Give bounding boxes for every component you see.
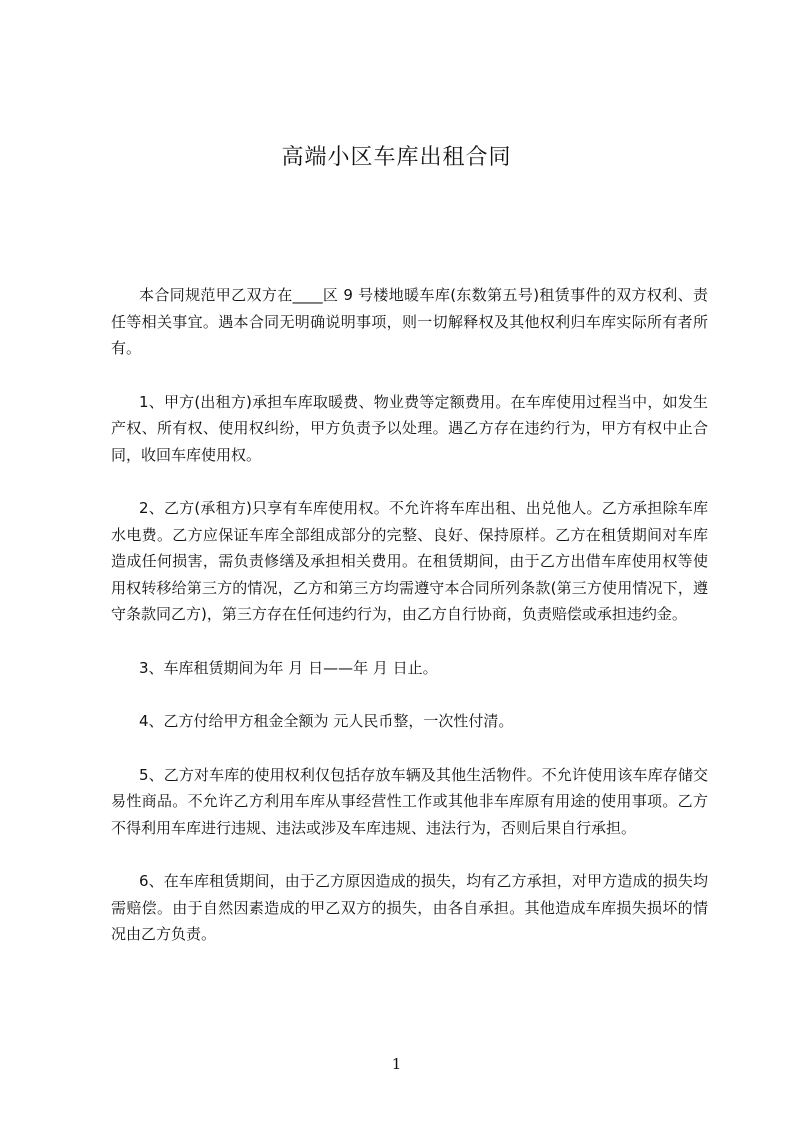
clause-3-paragraph: 3、车库租赁期间为年 月 日——年 月 日止。 [139, 658, 438, 677]
page-number: 1 [391, 1055, 402, 1073]
clause-2-paragraph: 2、乙方(承租方)只享有车库使用权。不允许将车库出租、出兑他人。乙方承担除车库水电费。乙方应保证车库全部组成部分的完整、良好、保持原样。乙方在租赁期间对车库造成任何损害，需负责修缮及承担相关费用。在租赁期间，由于乙方出借车库使用权等使用权转移给第三方的情况，乙方和第三方均需遵守本合同所列条款(第三方使用情况下，遵守条款同乙方)，第三方存在任何违约行为，由乙方自行协商，负责赔偿或承担违约金。 [111, 499, 708, 623]
clause-1-paragraph: 1、甲方(出租方)承担车库取暖费、物业费等定额费用。在车库使用过程当中，如发生产权、所有权、使用权纠纷，甲方负责予以处理。遇乙方存在违约行为，甲方有权中止合同，收回车库使用权。 [111, 392, 708, 464]
document-title: 高端小区车库出租合同 [281, 145, 512, 170]
intro-paragraph: 本合同规范甲乙双方在____区 9 号楼地暖车库(东数第五号)租赁事件的双方权利、责任等相关事宜。遇本合同无明确说明事项，则一切解释权及其他权利归车库实际所有者所有。 [111, 286, 708, 357]
contract-body [111, 282, 708, 975]
clause-4-paragraph: 4、乙方付给甲方租金全额为 元人民币整，一次性付清。 [139, 712, 514, 730]
clause-6-paragraph: 6、在车库租赁期间，由于乙方原因造成的损失，均有乙方承担，对甲方造成的损失均需赔偿。由于自然因素造成的甲乙双方的损失，由各自承担。其他造成车库损失损坏的情况由乙方负责。 [111, 872, 708, 943]
clause-5-paragraph: 5、乙方对车库的使用权利仅包括存放车辆及其他生活物件。不允许使用该车库存储交易性商品。不允许乙方利用车库从事经营性工作或其他非车库原有用途的使用事项。乙方不得利用车库进行违规、违法或涉及车库违规、违法行为，否则后果自行承担。 [111, 765, 708, 837]
